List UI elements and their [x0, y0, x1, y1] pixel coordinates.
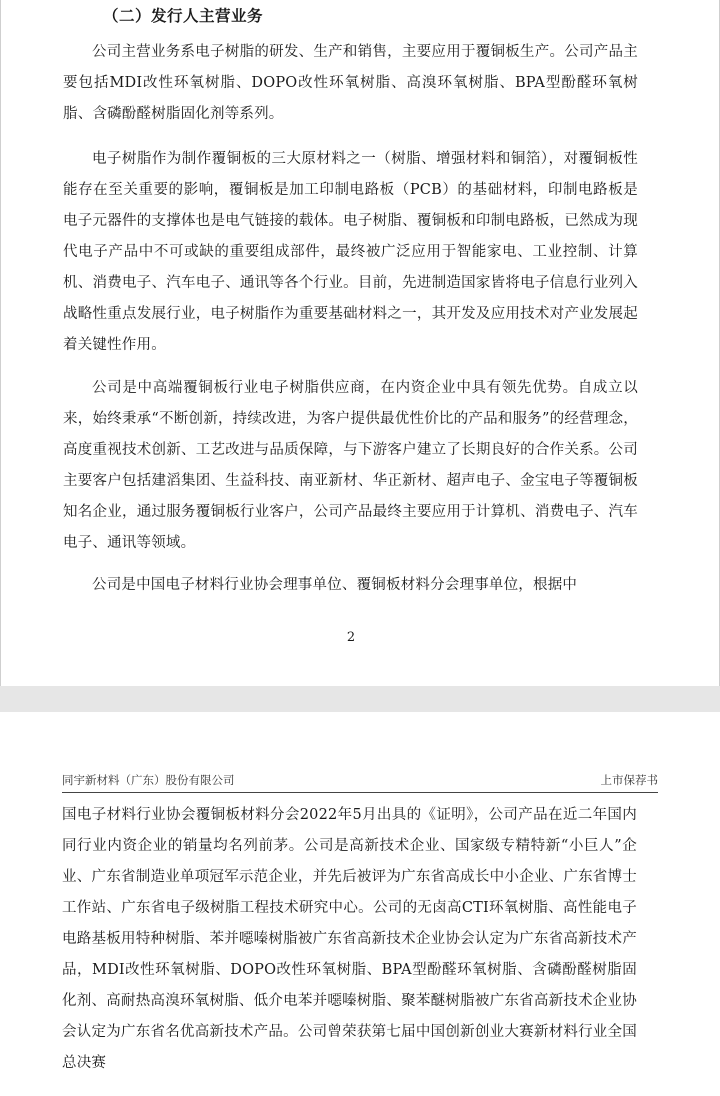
paragraph-main-business: 公司主营业务系电子树脂的研发、生产和销售，主要应用于覆铜板生产。公司产品主要包括MDI改性环氧树脂、DOPO改性环氧树脂、高溴环氧树脂、BPA型酚醛环氧树脂、含磷酚醛树脂固化剂等系列。: [63, 44, 638, 122]
paragraph-supplier-position: 公司是中高端覆铜板行业电子树脂供应商，在内资企业中具有领先优势。自成立以来，始终秉承“不断创新，持续改进，为客户提供最优性价比的产品和服务”的经营理念，高度重视技术创新、工艺改进与品质保障，与下游客户建立了长期良好的合作关系。公司主要客户包括建滔集团、生益科技、南亚新材、华正新材、超声电子、金宝电子等覆铜板知名企业，通过服务覆铜板行业客户，公司产品最终主要应用于计算机、消费电子、汽车电子、通讯等领域。: [63, 380, 638, 551]
page-number: 2: [346, 630, 356, 645]
header-document-title: 上市保荐书: [600, 773, 658, 787]
paragraph-electronic-resin: 电子树脂作为制作覆铜板的三大原材料之一（树脂、增强材料和铜箔），对覆铜板性能存在至关重要的影响，覆铜板是加工印制电路板（PCB）的基础材料，印制电路板是电子元器件的支撑体也是电气链接的载体。电子树脂、覆铜板和印制电路板，已然成为现代电子产品中不可或缺的重要组成部件，最终被广泛应用于智能家电、工业控制、计算机、消费电子、汽车电子、通讯等各个行业。目前，先进制造国家皆将电子信息行业列入战略性重点发展行业，电子树脂作为重要基础材料之一，其开发及应用技术对产业发展起着关键性作用。: [63, 151, 638, 353]
running-header: [62, 770, 658, 793]
paragraph-association-member: 公司是中国电子材料行业协会理事单位、覆铜板材料分会理事单位，根据中: [92, 577, 578, 593]
header-company-name: 同宇新材料（广东）股份有限公司: [62, 773, 235, 787]
document-page-bottom: [0, 712, 720, 1096]
section-heading: （二）发行人主营业务: [103, 6, 264, 25]
paragraph-certifications: 国电子材料行业协会覆铜板材料分会2022年5月出具的《证明》，公司产品在近二年国内同行业内资企业的销量均名列前茅。公司是高新技术企业、国家级专精特新“小巨人”企业、广东省制造业单项冠军示范企业，并先后被评为广东省高成长中小企业、广东省博士工作站、广东省电子级树脂工程技术研究中心。公司的无卤高CTI环氧树脂、高性能电子电路基板用特种树脂、苯并噁嗪树脂被广东省高新技术企业协会认定为广东省高新技术产品，MDI改性环氧树脂、DOPO改性环氧树脂、BPA型酚醛环氧树脂、含磷酚醛树脂固化剂、高耐热高溴环氧树脂、低介电苯并噁嗪树脂、聚苯醚树脂被广东省高新技术企业协会认定为广东省名优高新技术产品。公司曾荣获第七届中国创新创业大赛新材料行业全国总决赛: [62, 807, 637, 1071]
